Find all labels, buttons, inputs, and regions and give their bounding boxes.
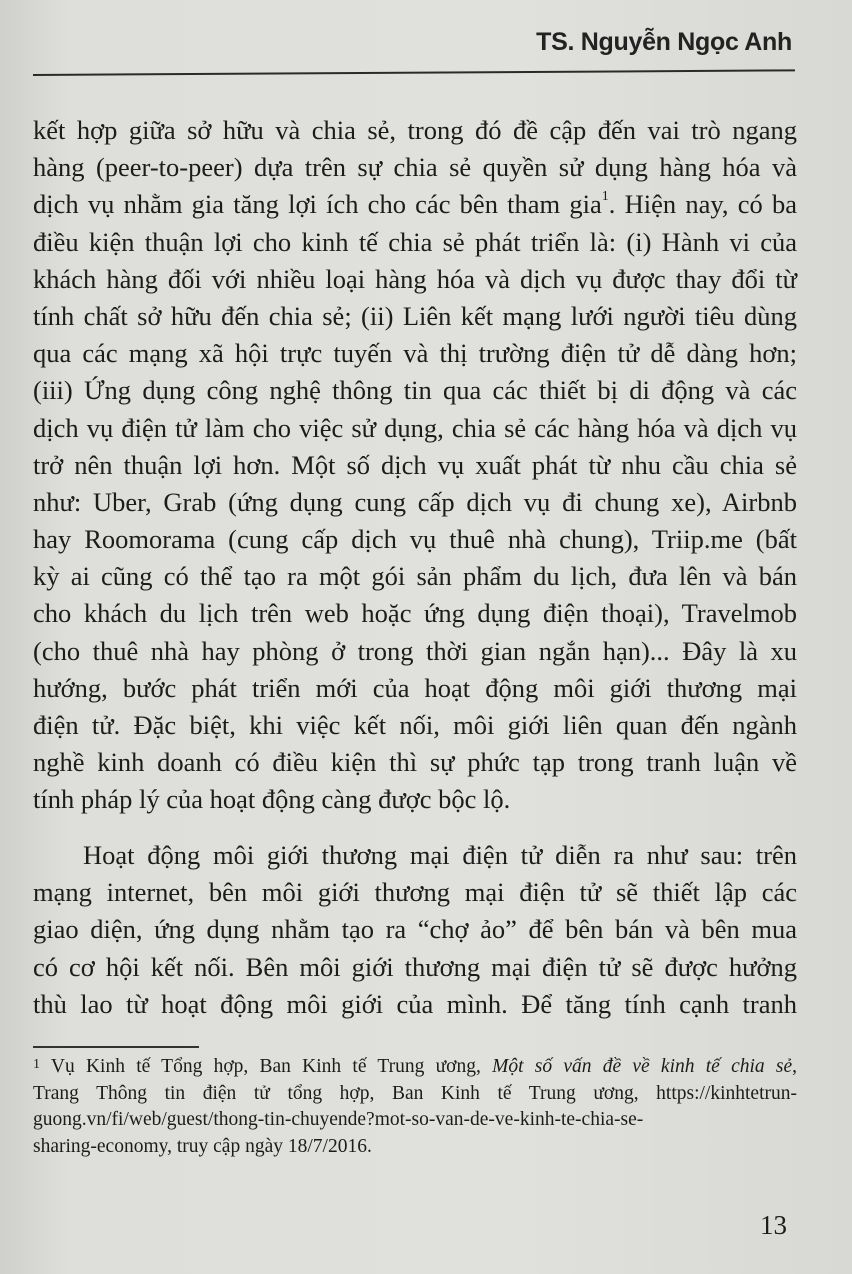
- text-line: (cho thuê nhà hay phòng ở trong thời gian ngắn hạn)... Đây là xu: [33, 635, 797, 666]
- text-line: tính pháp lý của hoạt động càng được bộc lộ.: [33, 784, 511, 815]
- running-header-author: TS. Nguyễn Ngọc Anh: [536, 28, 792, 56]
- text-line: trở nên thuận lợi hơn. Một số dịch vụ xuất phát từ nhu cầu chia sẻ: [33, 449, 797, 480]
- footnote-text: ,: [792, 1056, 797, 1077]
- text-line: Hoạt động môi giới thương mại điện tử diễn ra như sau: trên: [83, 840, 797, 870]
- text-line: có cơ hội kết nối. Bên môi giới thương mại điện tử sẽ được hưởng: [33, 951, 797, 982]
- text-line: [33, 186, 797, 223]
- paragraph-1: [33, 112, 797, 819]
- text-line: hướng, bước phát triển mới của hoạt động môi giới thương mại: [33, 672, 797, 703]
- footnote-line: [33, 1054, 797, 1081]
- text-line: thù lao từ hoạt động môi giới của mình. Để tăng tính cạnh tranh: [33, 988, 797, 1019]
- text-line: điện tử. Đặc biệt, khi việc kết nối, môi giới liên quan đến ngành: [33, 710, 797, 740]
- text-line: hay Roomorama (cung cấp dịch vụ thuê nhà chung), Triip.me (bất: [33, 524, 797, 555]
- page-number: 13: [760, 1210, 787, 1240]
- header-rule: [33, 69, 795, 76]
- paragraph-2: [33, 837, 797, 1023]
- text-line: qua các mạng xã hội trực tuyến và thị trường điện tử dễ dàng hơn;: [33, 338, 797, 369]
- text-line: dịch vụ điện tử làm cho việc sử dụng, chia sẻ các hàng hóa và dịch vụ: [33, 412, 797, 443]
- text-line: như: Uber, Grab (ứng dụng cung cấp dịch vụ đi chung xe), Airbnb: [33, 486, 797, 517]
- footnote-rule: [33, 1046, 199, 1048]
- text-line: kỳ ai cũng có thể tạo ra một gói sản phẩm du lịch, đưa lên và bán: [33, 561, 797, 592]
- text-line: tính chất sở hữu đến chia sẻ; (ii) Liên kết mạng lưới người tiêu dùng: [33, 300, 797, 331]
- text-line: kết hợp giữa sở hữu và chia sẻ, trong đó đề cập đến vai trò ngang: [33, 115, 797, 145]
- footnote-text: Vụ Kinh tế Tổng hợp, Ban Kinh tế Trung ương,: [40, 1056, 493, 1077]
- text-line-part: dịch vụ nhằm gia tăng lợi ích cho các bên tham gia: [33, 189, 602, 220]
- text-line: điều kiện thuận lợi cho kinh tế chia sẻ phát triển là: (i) Hành vi của: [33, 226, 797, 257]
- footnote-line: Trang Thông tin điện tử tổng hợp, Ban Kinh tế Trung ương, https://kinhtetrun-: [33, 1082, 797, 1104]
- footnote: [33, 1054, 797, 1160]
- footnote-title: Một số vấn đề về kinh tế chia sẻ: [492, 1056, 793, 1077]
- text-line: khách hàng đối với nhiều loại hàng hóa và dịch vụ được thay đổi từ: [33, 263, 797, 294]
- footnote-line: sharing-economy, truy cập ngày 18/7/2016.: [33, 1135, 372, 1157]
- text-line: hàng (peer-to-peer) dựa trên sự chia sẻ quyền sử dụng hàng hóa và: [33, 152, 797, 183]
- text-line-part: . Hiện nay, có ba: [608, 189, 797, 220]
- footnote-marker: 1: [601, 189, 609, 205]
- text-line: nghề kinh doanh có điều kiện thì sự phức tạp trong tranh luận về: [33, 747, 797, 778]
- text-line: (iii) Ứng dụng công nghệ thông tin qua các thiết bị di động và các: [33, 375, 797, 406]
- text-line: cho khách du lịch trên web hoặc ứng dụng điện thoại), Travelmob: [33, 598, 797, 629]
- footnote-marker: 1: [33, 1057, 40, 1072]
- footnote-line: guong.vn/fi/web/guest/thong-tin-chuyende?mot-so-van-de-ve-kinh-te-chia-se-: [33, 1109, 644, 1130]
- text-line: giao diện, ứng dụng nhằm tạo ra “chợ ảo” để bên bán và bên mua: [33, 914, 797, 945]
- text-line: mạng internet, bên môi giới thương mại điện tử sẽ thiết lập các: [33, 877, 797, 908]
